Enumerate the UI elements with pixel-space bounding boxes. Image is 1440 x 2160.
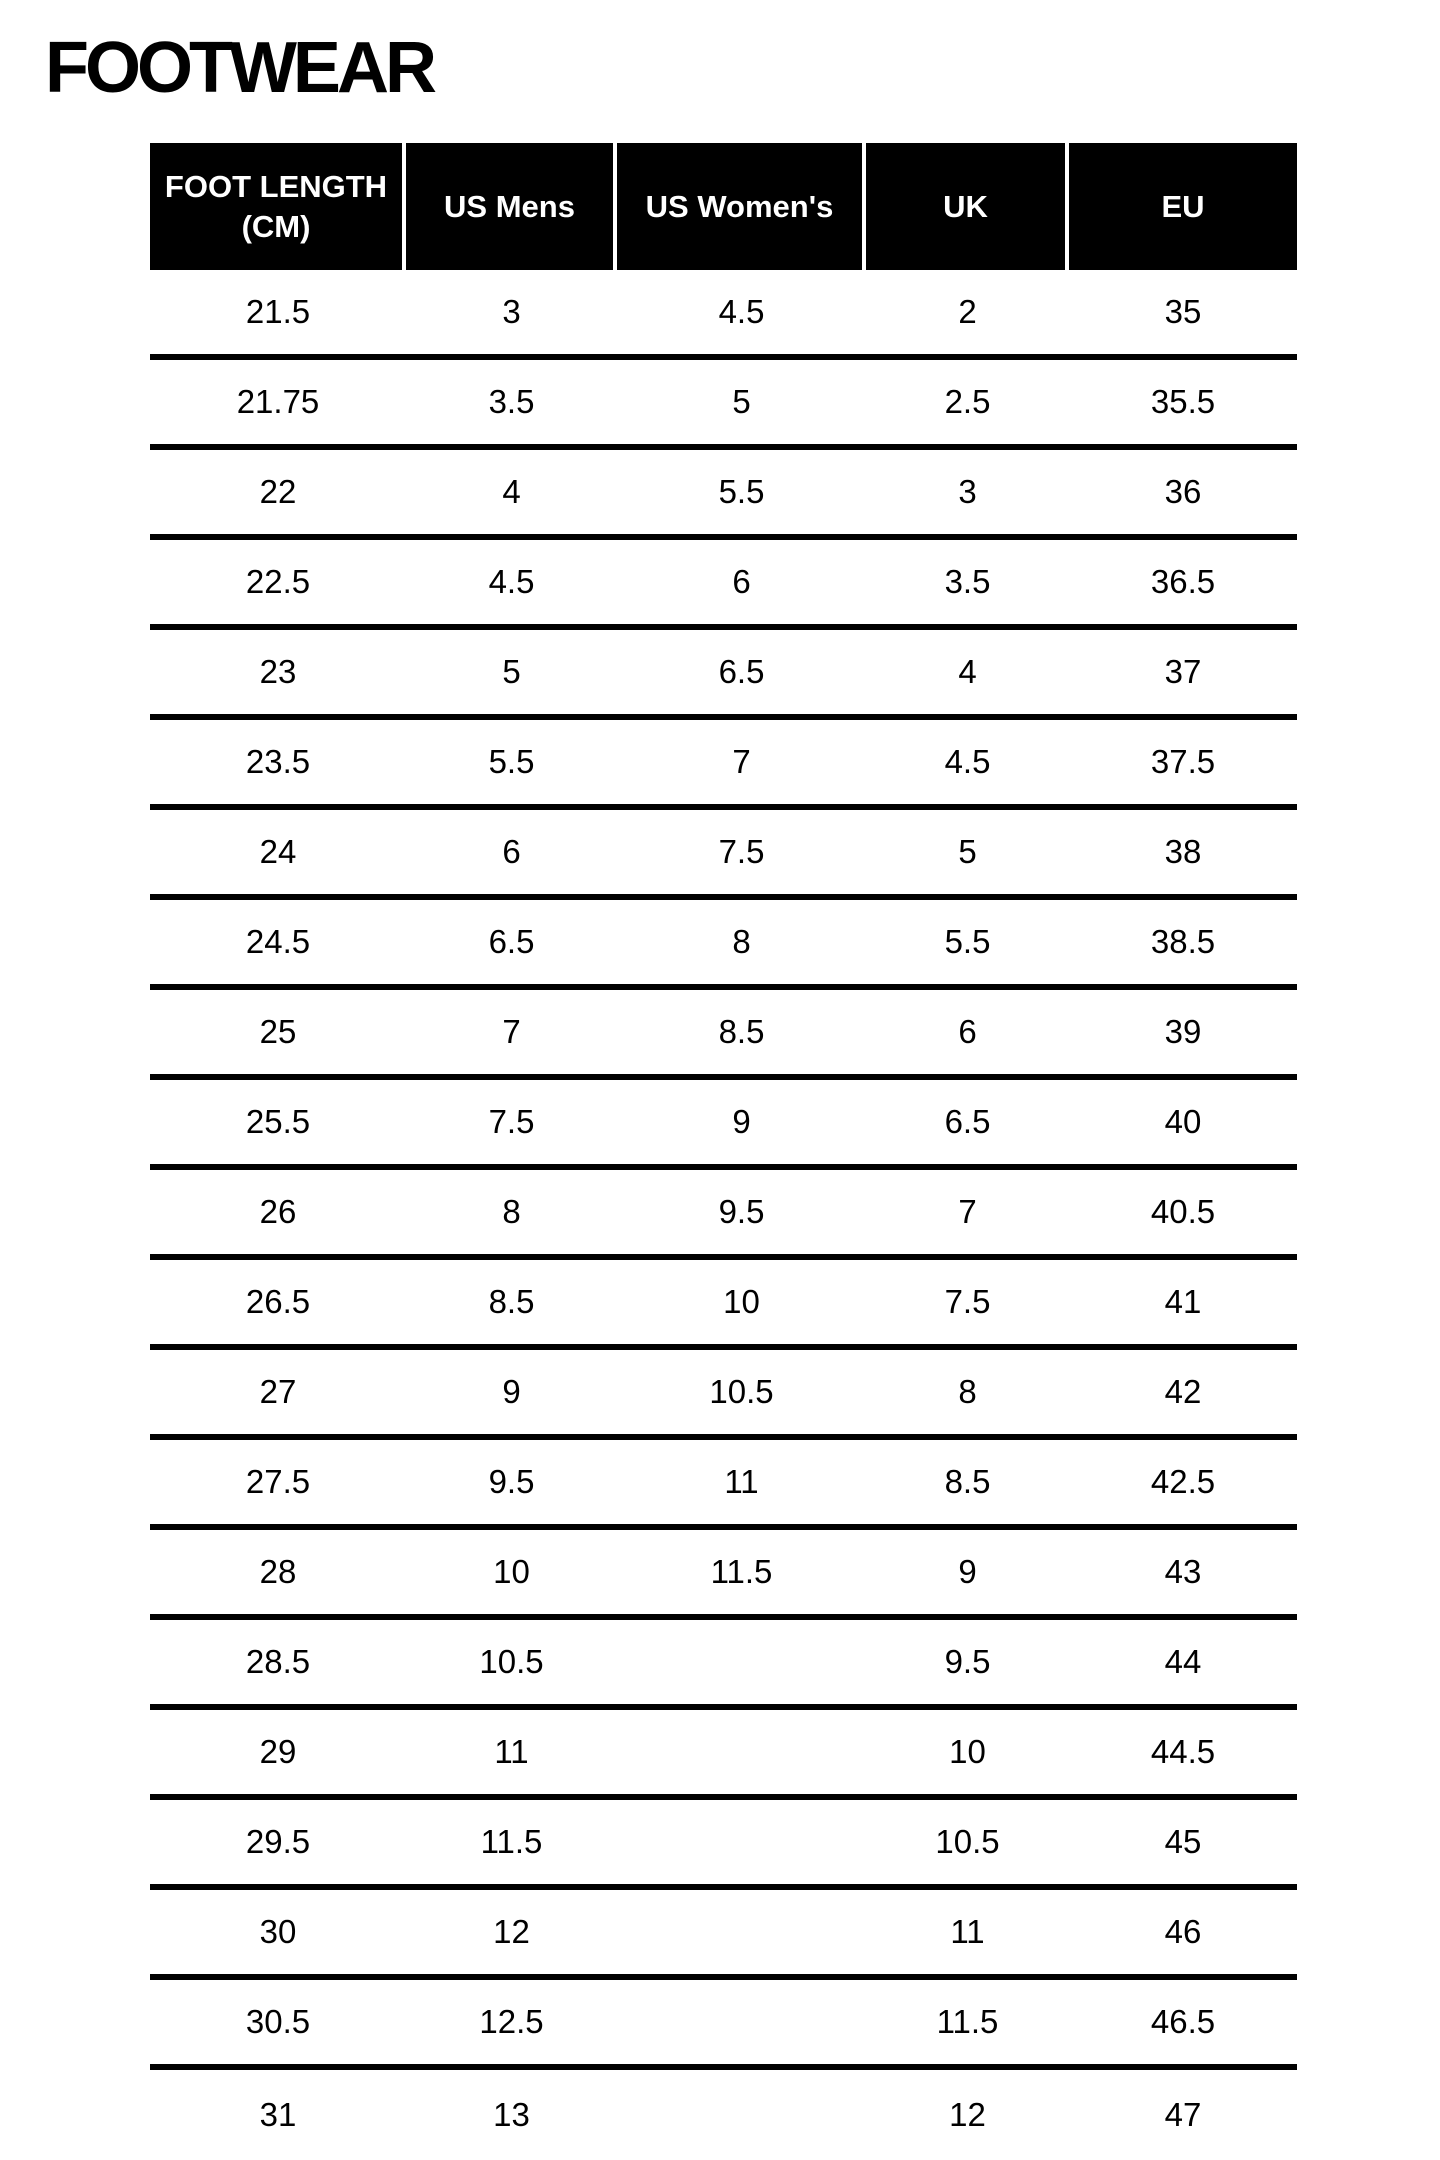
table-cell: 7 (502, 1013, 521, 1050)
table-row (150, 1080, 1297, 1170)
table-cell: 29.5 (245, 1823, 311, 1860)
table-cell: 5.5 (944, 923, 991, 960)
table-cell: 24 (259, 833, 297, 870)
table-cell: 39 (1164, 1013, 1202, 1050)
table-cell: 9.5 (944, 1643, 991, 1680)
table-cell: 11.5 (480, 1823, 543, 1860)
table-cell: 10.5 (479, 1643, 544, 1680)
column-header: EU (1069, 143, 1297, 270)
table-cell: 9 (502, 1373, 521, 1410)
column-header: FOOT LENGTH (CM) (150, 143, 406, 270)
table-row (150, 720, 1297, 810)
table-cell: 36.5 (1150, 563, 1216, 600)
table-row (150, 1710, 1297, 1800)
table-cell: 6 (732, 563, 751, 600)
table-cell: 35 (1164, 293, 1202, 330)
table-cell: 27.5 (245, 1463, 311, 1500)
table-row (150, 1980, 1297, 2070)
table-cell: 5 (958, 833, 977, 870)
table-cell: 30.5 (245, 2003, 311, 2040)
table-cell: 11 (724, 1463, 759, 1500)
table-cell: 10.5 (935, 1823, 1000, 1860)
table-cell: 22.5 (245, 563, 311, 600)
table-cell: 7 (732, 743, 751, 780)
table-cell: 5 (732, 383, 751, 420)
table-row (150, 900, 1297, 990)
table-cell: 9 (958, 1553, 977, 1590)
table-cell: 7.5 (944, 1283, 991, 1320)
table-cell: 6.5 (718, 653, 765, 690)
table-cell: 5.5 (488, 743, 535, 780)
table-cell: 3 (502, 293, 521, 330)
table-cell: 47 (1164, 2096, 1202, 2133)
table-cell: 11 (950, 1913, 985, 1950)
table-cell: 2 (958, 293, 977, 330)
table-row (150, 810, 1297, 900)
table-cell: 27 (259, 1373, 297, 1410)
table-cell: 4.5 (488, 563, 535, 600)
table-cell (617, 1710, 866, 1794)
table-cell: 44.5 (1150, 1733, 1216, 1770)
table-cell: 43 (1164, 1553, 1202, 1590)
table-cell: 40.5 (1150, 1193, 1216, 1230)
table-cell: 4.5 (944, 743, 991, 780)
table-cell: 6.5 (944, 1103, 991, 1140)
table-row (150, 1890, 1297, 1980)
table-cell: 46.5 (1150, 2003, 1216, 2040)
table-cell: 37 (1164, 653, 1202, 690)
table-cell: 11 (494, 1733, 529, 1770)
table-row (150, 1350, 1297, 1440)
table-row (150, 2070, 1297, 2160)
table-cell: 6.5 (488, 923, 535, 960)
table-cell: 28.5 (245, 1643, 311, 1680)
table-row (150, 1800, 1297, 1890)
table-cell: 29 (259, 1733, 297, 1770)
table-cell: 21.75 (236, 383, 320, 420)
table-cell: 11.5 (936, 2003, 999, 2040)
column-header: UK (866, 143, 1069, 270)
table-cell: 8.5 (944, 1463, 991, 1500)
table-cell: 10.5 (709, 1373, 774, 1410)
table-cell: 23.5 (245, 743, 311, 780)
table-cell: 42 (1164, 1373, 1202, 1410)
table-cell: 12.5 (479, 2003, 544, 2040)
table-cell: 21.5 (245, 293, 311, 330)
table-cell: 10 (493, 1553, 530, 1590)
size-table (150, 143, 1297, 2160)
table-row (150, 540, 1297, 630)
table-cell: 26 (259, 1193, 297, 1230)
table-header-row (150, 143, 1297, 270)
table-cell: 8.5 (488, 1283, 535, 1320)
table-cell (617, 1620, 866, 1704)
table-cell: 25.5 (245, 1103, 311, 1140)
table-row (150, 1620, 1297, 1710)
table-cell (617, 1800, 866, 1884)
table-cell: 31 (259, 2096, 297, 2133)
table-cell: 6 (502, 833, 521, 870)
table-cell: 40 (1164, 1103, 1202, 1140)
table-cell (617, 1980, 866, 2064)
table-cell: 9 (732, 1103, 751, 1140)
table-cell: 8 (958, 1373, 977, 1410)
table-cell: 38 (1164, 833, 1202, 870)
table-cell: 8 (732, 923, 751, 960)
table-cell: 8 (502, 1193, 521, 1230)
table-cell: 7.5 (488, 1103, 535, 1140)
table-cell: 28 (259, 1553, 297, 1590)
table-cell: 45 (1164, 1823, 1202, 1860)
table-cell: 2.5 (944, 383, 991, 420)
table-cell: 25 (259, 1013, 297, 1050)
table-cell: 46 (1164, 1913, 1202, 1950)
table-cell: 10 (949, 1733, 986, 1770)
table-cell: 24.5 (245, 923, 311, 960)
table-row (150, 630, 1297, 720)
table-cell: 26.5 (245, 1283, 311, 1320)
table-cell: 9.5 (488, 1463, 535, 1500)
table-cell (617, 2070, 866, 2160)
table-row (150, 1260, 1297, 1350)
table-cell: 6 (958, 1013, 977, 1050)
table-cell: 8.5 (718, 1013, 765, 1050)
table-cell: 41 (1164, 1283, 1202, 1320)
table-row (150, 990, 1297, 1080)
table-cell: 3.5 (944, 563, 991, 600)
table-cell: 4.5 (718, 293, 765, 330)
table-cell: 10 (723, 1283, 760, 1320)
table-cell: 37.5 (1150, 743, 1216, 780)
table-cell: 4 (958, 653, 977, 690)
table-cell: 9.5 (718, 1193, 765, 1230)
table-cell: 7 (958, 1193, 977, 1230)
table-cell: 4 (502, 473, 521, 510)
table-cell: 12 (493, 1913, 530, 1950)
table-cell: 7.5 (718, 833, 765, 870)
table-cell: 11.5 (710, 1553, 773, 1590)
table-row (150, 1170, 1297, 1260)
table-row (150, 270, 1297, 360)
table-row (150, 1530, 1297, 1620)
table-cell: 3.5 (488, 383, 535, 420)
table-cell: 12 (949, 2096, 986, 2133)
table-cell: 13 (493, 2096, 530, 2133)
table-row (150, 360, 1297, 450)
table-cell: 42.5 (1150, 1463, 1216, 1500)
table-cell (617, 1890, 866, 1974)
table-cell: 44 (1164, 1643, 1202, 1680)
table-row (150, 450, 1297, 540)
page-title: FOOTWEAR (45, 28, 433, 108)
table-body (150, 270, 1297, 2160)
table-cell: 30 (259, 1913, 297, 1950)
table-cell: 3 (958, 473, 977, 510)
table-cell: 5 (502, 653, 521, 690)
table-cell: 23 (259, 653, 297, 690)
table-cell: 22 (259, 473, 297, 510)
table-cell: 36 (1164, 473, 1202, 510)
table-cell: 5.5 (718, 473, 765, 510)
table-cell: 38.5 (1150, 923, 1216, 960)
column-header: US Mens (406, 143, 617, 270)
column-header: US Women's (617, 143, 866, 270)
table-cell: 35.5 (1150, 383, 1216, 420)
table-row (150, 1440, 1297, 1530)
